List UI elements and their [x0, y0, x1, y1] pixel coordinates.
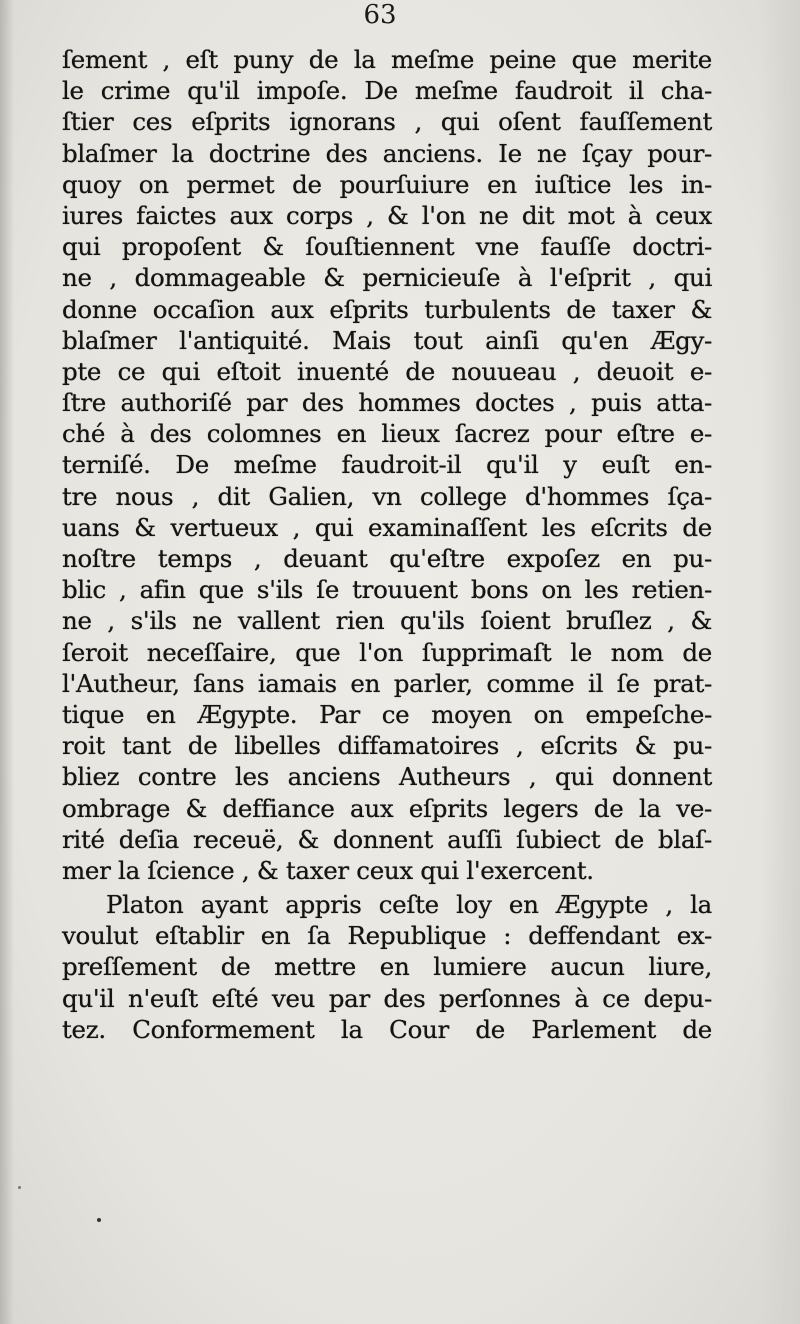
text-line: iures faictes aux corps , & l'on ne dit mot à ceux: [62, 200, 712, 230]
body-text: [62, 44, 712, 1045]
text-line: rité deſia receuë, & donnent auſſi ſubiect de blaſ-: [62, 824, 712, 854]
text-line: ne , s'ils ne vallent rien qu'ils ſoient bruſlez , &: [62, 606, 712, 636]
paper-speck: [18, 1186, 21, 1189]
text-line: qui propoſent & ſouſtiennent vne fauſſe doctri-: [62, 232, 712, 262]
text-line: ſtre authoriſé par des hommes doctes , puis atta-: [62, 388, 712, 418]
text-line: ché à des colomnes en lieux ſacrez pour eſtre e-: [62, 419, 712, 449]
text-line: pte ce qui eſtoit inuenté de nouueau , deuoit e-: [62, 356, 712, 386]
text-line: qu'il n'euſt eſté veu par des perſonnes à ce depu-: [62, 983, 712, 1013]
text-line: roit tant de libelles diffamatoires , eſcrits & pu-: [62, 731, 712, 761]
text-line: noſtre temps , deuant qu'eſtre expoſez en pu-: [62, 544, 712, 573]
text-line last-line: mer la ſcience , & taxer ceux qui l'exercent.: [62, 855, 594, 885]
text-line: ne , dommageable & pernicieuſe à l'eſprit , qui: [62, 263, 712, 293]
text-line: preſſement de mettre en lumiere aucun liure,: [62, 952, 712, 982]
text-line: blaſmer l'antiquité. Mais tout ainſi qu'en Ægy-: [62, 325, 712, 355]
text-line: le crime qu'il impoſe. De meſme faudroit il cha-: [62, 76, 712, 106]
text-line: blaſmer la doctrine des anciens. Ie ne ſçay pour-: [62, 138, 712, 168]
text-line: voulut eſtablir en ſa Republique : deffendant ex-: [62, 921, 712, 951]
text-line: quoy on permet de pourſuiure en iuſtice les in-: [62, 169, 712, 199]
text-line: tez. Conformement la Cour de Parlement de: [62, 1014, 712, 1044]
text-line: uans & vertueux , qui examinaſſent les eſcrits de: [62, 512, 712, 542]
text-line: tre nous , dit Galien, vn college d'hommes ſça-: [62, 481, 712, 511]
text-line: l'Autheur, ſans iamais en parler, comme il ſe prat-: [62, 668, 712, 698]
text-line: donne occaſion aux eſprits turbulents de taxer &: [62, 294, 712, 324]
page-right-shadow: [760, 0, 800, 1324]
text-line: blic , afin que s'ils ſe trouuent bons on les retien-: [62, 575, 712, 605]
page-left-shadow: [0, 0, 14, 1324]
text-line paragraph-start: Platon ayant appris ceſte loy en Ægypte , la: [106, 890, 712, 920]
text-line: terniſé. De meſme faudroit-il qu'il y euſt en-: [62, 450, 712, 480]
paper-speck: [97, 1218, 101, 1222]
text-line: tique en Ægypte. Par ce moyen on empeſche-: [62, 699, 712, 729]
page-number: 63: [363, 0, 397, 30]
text-line: ſement , eſt puny de la meſme peine que merite: [62, 45, 712, 74]
text-line: ſtier ces eſprits ignorans , qui oſent fauſſement: [62, 107, 712, 137]
text-line: bliez contre les anciens Autheurs , qui donnent: [62, 762, 712, 792]
text-line: ſeroit neceſſaire, que l'on ſupprimaſt le nom de: [62, 637, 712, 667]
text-line: ombrage & deffiance aux eſprits legers de la ve-: [62, 793, 712, 823]
